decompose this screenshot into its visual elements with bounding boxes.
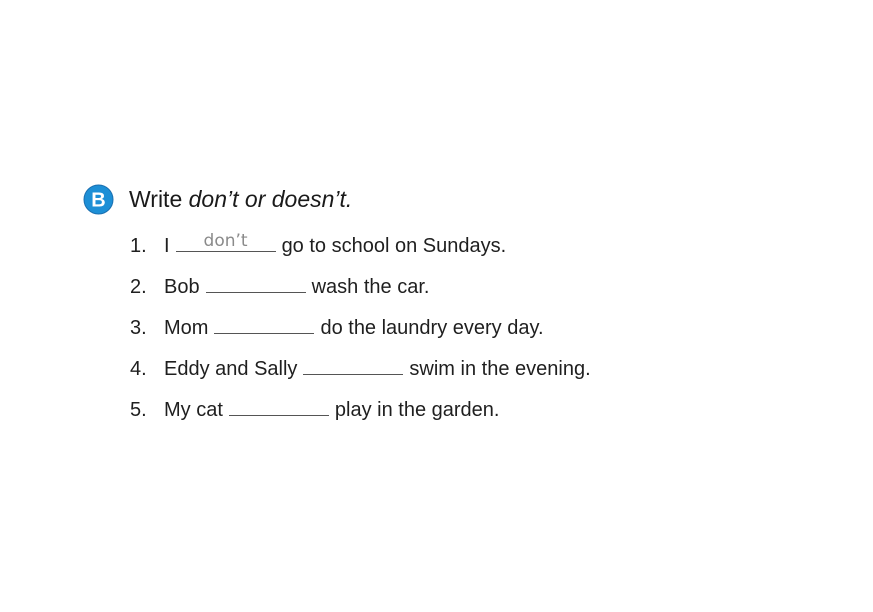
item-number: 2. — [130, 276, 147, 298]
exercise-item-5 — [130, 390, 843, 431]
section-b-badge-icon — [83, 184, 114, 215]
exercise-heading — [83, 182, 843, 216]
exercise-item-4 — [130, 349, 843, 390]
item-text-after: play in the garden. — [334, 399, 500, 421]
item-text-before: Mom — [164, 317, 209, 339]
item-text-after: swim in the evening. — [409, 358, 591, 380]
item-text-before: I — [164, 235, 170, 257]
item-number: 1. — [130, 235, 147, 257]
answer-text: don’t — [203, 231, 248, 251]
exercise-item-3 — [130, 308, 843, 349]
item-text-before: My cat — [164, 399, 223, 421]
answer-blank[interactable] — [214, 311, 314, 334]
exercise-item-1 — [130, 226, 843, 267]
exercise-item-2 — [130, 267, 843, 308]
item-text-before: Bob — [164, 276, 200, 298]
item-text-after: wash the car. — [311, 276, 430, 298]
item-number: 4. — [130, 358, 147, 380]
exercise-section — [83, 182, 843, 431]
answer-blank[interactable] — [206, 270, 306, 293]
item-number: 5. — [130, 399, 147, 421]
answer-blank[interactable] — [303, 352, 403, 375]
item-text-after: do the laundry every day. — [320, 317, 544, 339]
instruction-italic: don’t or doesn’t. — [188, 186, 353, 212]
item-text-after: go to school on Sundays. — [281, 235, 507, 257]
badge-letter: B — [91, 189, 106, 211]
answer-blank[interactable] — [176, 229, 276, 252]
instruction-plain: Write — [129, 186, 189, 212]
instruction-text — [129, 182, 352, 216]
item-number: 3. — [130, 317, 147, 339]
exercise-list — [83, 226, 843, 431]
answer-blank[interactable] — [229, 393, 329, 416]
item-text-before: Eddy and Sally — [164, 358, 298, 380]
